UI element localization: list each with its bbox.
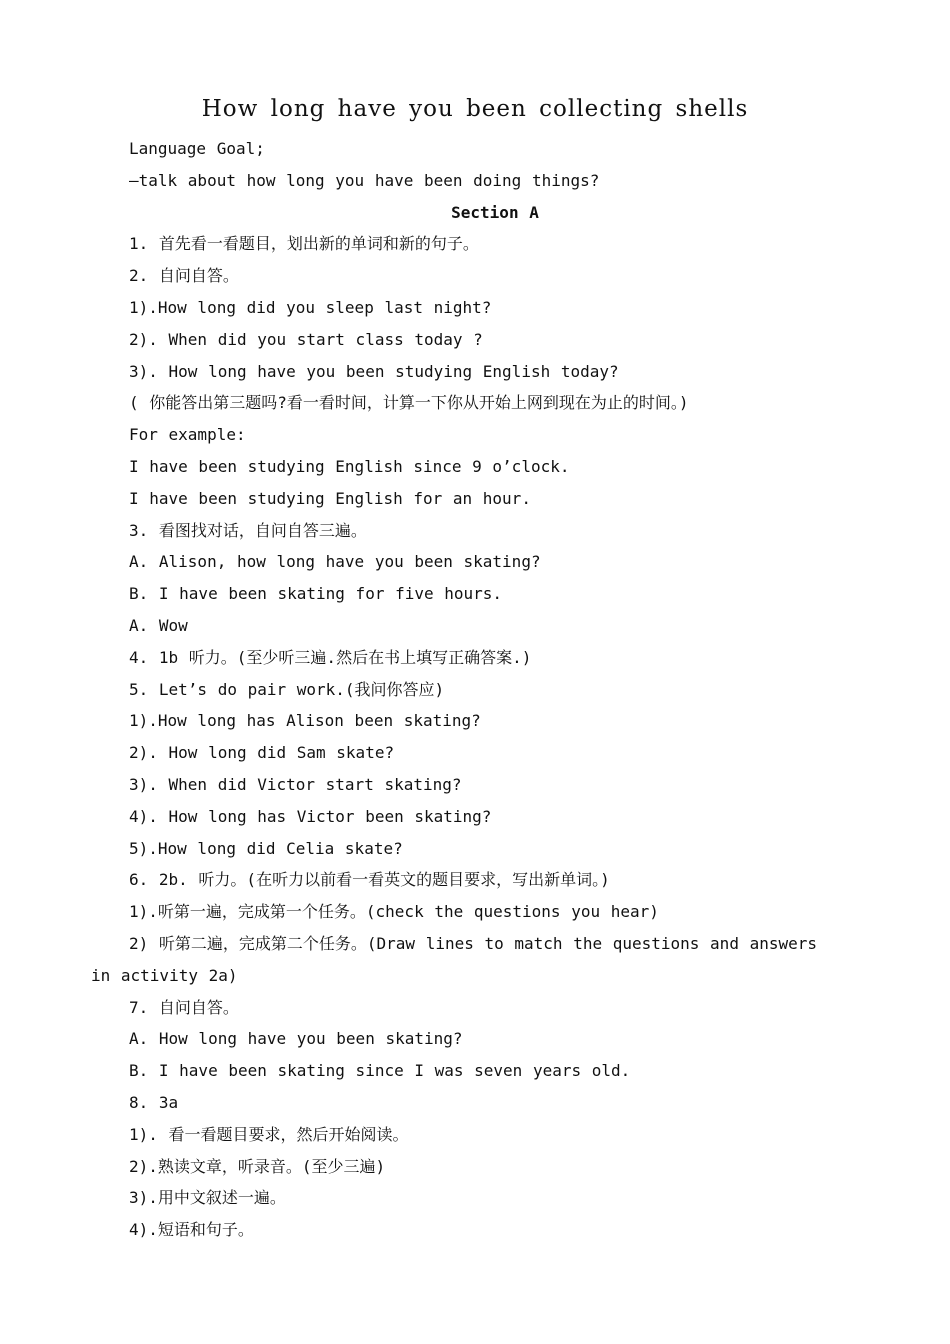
text-line: I have been studying English since 9 o’clock. xyxy=(129,456,570,476)
text-line: 1). 看一看题目要求，然后开始阅读。 xyxy=(129,1124,409,1144)
text-line: 2) 听第二遍，完成第二个任务。(Draw lines to match the questions and answers xyxy=(129,933,818,953)
text-line: A. Wow xyxy=(129,615,188,635)
text-line-continuation: in activity 2a) xyxy=(91,965,238,985)
document-title: How long have you been collecting shells xyxy=(201,96,749,122)
text-line: 7. 自问自答。 xyxy=(129,997,239,1017)
text-line: 1).听第一遍，完成第一个任务。(check the questions you hear) xyxy=(129,902,659,922)
text-line: 3). When did Victor start skating? xyxy=(129,774,462,794)
text-line: Language Goal; xyxy=(129,139,265,158)
text-line: 3). How long have you been studying English today? xyxy=(129,361,619,381)
text-line: 4). How long has Victor been skating? xyxy=(129,806,492,826)
text-line: B. I have been skating for five hours. xyxy=(129,584,503,604)
text-line: A. How long have you been skating? xyxy=(129,1029,463,1049)
text-line: 2. 自问自答。 xyxy=(129,266,239,286)
text-line: 4).短语和句子。 xyxy=(129,1220,254,1240)
text-line: 4. 1b 听力。(至少听三遍.然后在书上填写正确答案.) xyxy=(129,647,532,667)
text-line: 1).How long has Alison been skating? xyxy=(129,711,481,731)
text-line: B. I have been skating since I was seven years old. xyxy=(129,1061,631,1081)
text-line: 2). How long did Sam skate? xyxy=(129,743,395,763)
text-line: 6. 2b. 听力。(在听力以前看一看英文的题目要求，写出新单词。) xyxy=(129,870,610,890)
section-heading: Section A xyxy=(451,202,539,222)
document-body xyxy=(0,133,950,1246)
text-line: 3. 看图找对话，自问自答三遍。 xyxy=(129,520,367,540)
text-line: 5. Let’s do pair work.(我问你答应) xyxy=(129,679,445,699)
text-line: A. Alison, how long have you been skating? xyxy=(129,552,541,572)
text-line: ( 你能答出第三题吗?看一看时间，计算一下你从开始上网到现在为止的时间。) xyxy=(129,393,689,413)
text-line: I have been studying English for an hour. xyxy=(129,488,531,508)
text-line: —talk about how long you have been doing things? xyxy=(129,170,600,190)
text-line: 1).How long did you sleep last night? xyxy=(129,297,492,317)
text-line: 3).用中文叙述一遍。 xyxy=(129,1188,286,1208)
text-line: 1. 首先看一看题目，划出新的单词和新的句子。 xyxy=(129,234,479,254)
text-line: 5).How long did Celia skate? xyxy=(129,838,403,858)
text-line: For example: xyxy=(129,425,246,445)
text-line: 2).熟读文章，听录音。(至少三遍) xyxy=(129,1156,386,1176)
text-line: 2). When did you start class today ? xyxy=(129,329,483,349)
text-line: 8. 3a xyxy=(129,1092,179,1112)
